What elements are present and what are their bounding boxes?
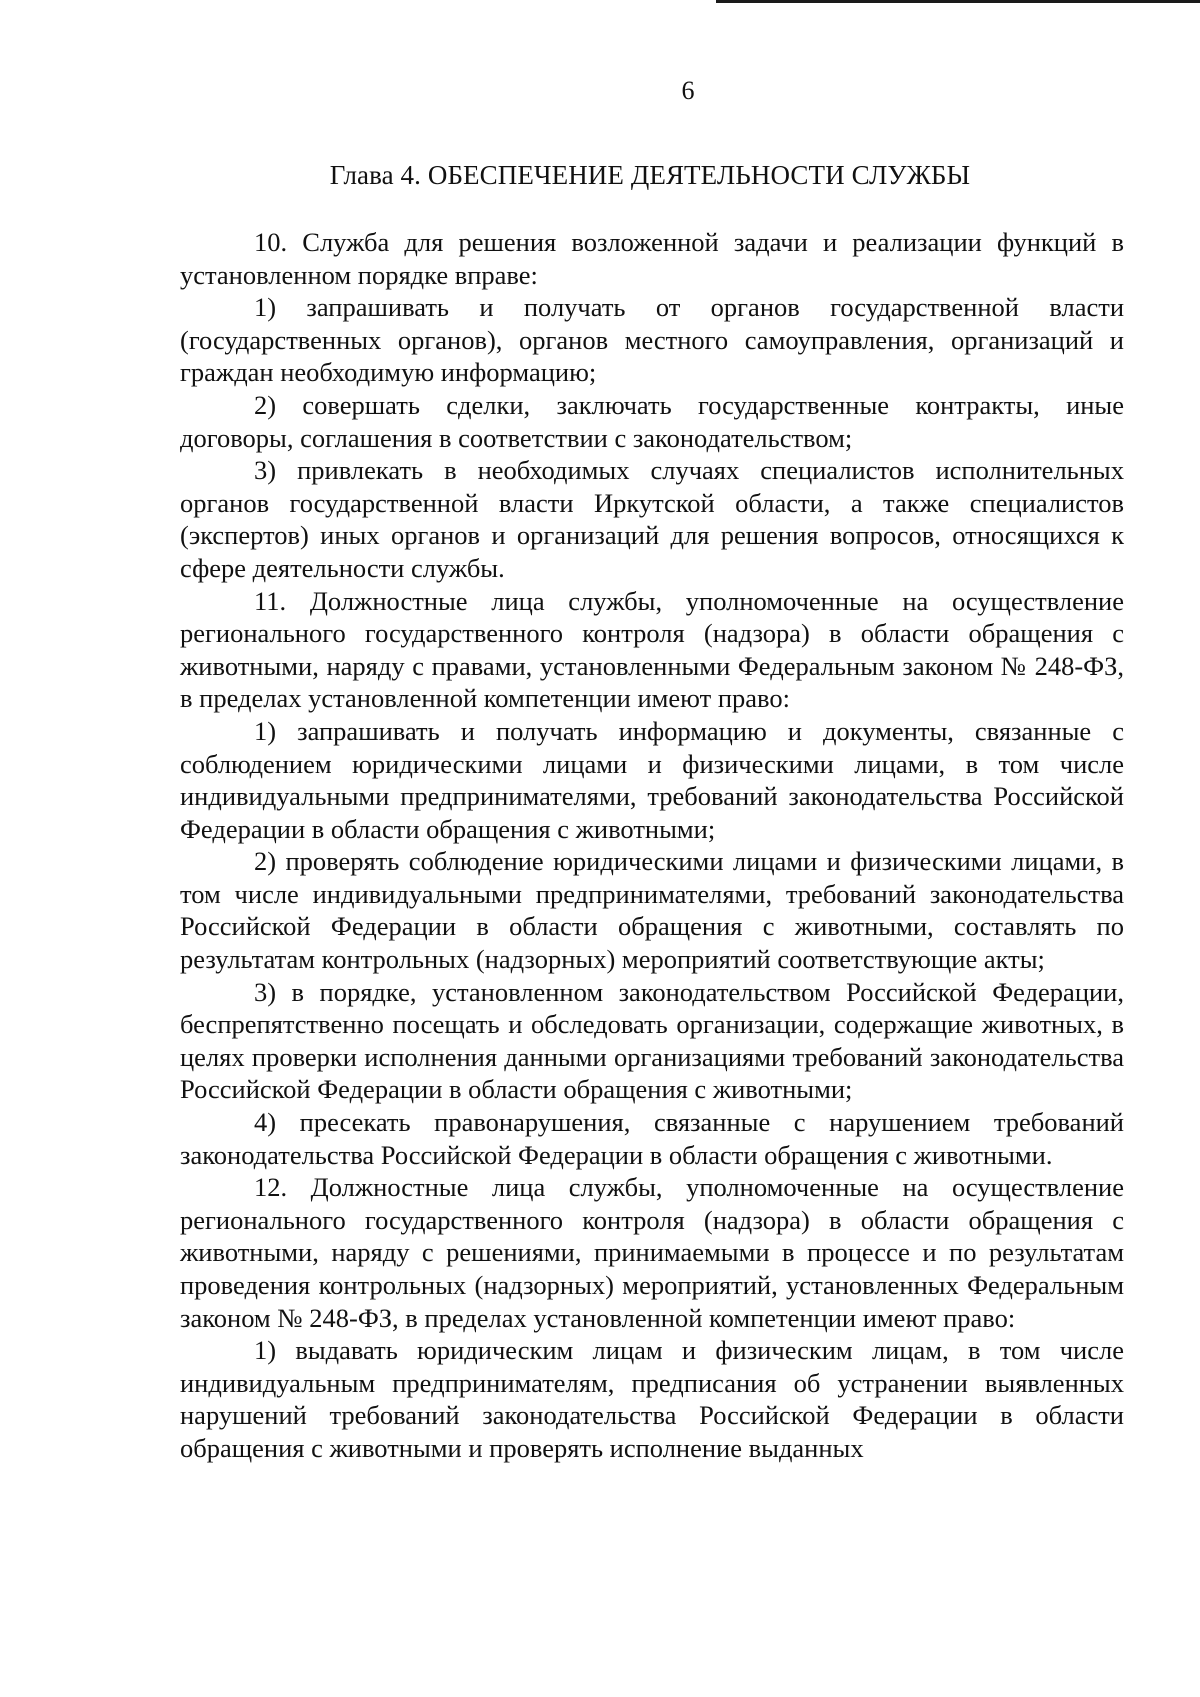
paragraph: 3) привлекать в необходимых случаях специалистов исполнительных органов государственной власти Иркутской области, а также специалистов (экспертов) иных органов и организаций для решения вопросов, относящихся к сфере деятельности службы.: [180, 455, 1124, 583]
paragraph: 10. Служба для решения возложенной задачи и реализации функций в установленном порядке вправе:: [180, 227, 1124, 290]
paragraph: 3) в порядке, установленном законодательством Российской Федерации, беспрепятственно посещать и обследовать организации, содержащие животных, в целях проверки исполнения данными организациями требований законодательства Российской Федерации в области обращения с животными;: [180, 976, 1124, 1105]
paragraph: 4) пресекать правонарушения, связанные с нарушением требований законодательства Российской Федерации в области обращения с животными.: [180, 1107, 1124, 1170]
document-body: [180, 226, 1124, 1465]
paragraph: 2) совершать сделки, заключать государственные контракты, иные договоры, соглашения в соответствии с законодательством;: [180, 389, 1124, 453]
top-edge-rule: [716, 0, 1200, 3]
chapter-title: Глава 4. ОБЕСПЕЧЕНИЕ ДЕЯТЕЛЬНОСТИ СЛУЖБЫ: [329, 160, 971, 190]
paragraph: 12. Должностные лица службы, уполномоченные на осуществление регионального государственного контроля (надзора) в области обращения с животными, наряду с решениями, принимаемыми в процессе и по результатам проведения контрольных (надзорных) мероприятий, установленных Федеральным законом № 248-ФЗ, в пределах установленной компетенции имеют право:: [180, 1172, 1124, 1333]
paragraph: 11. Должностные лица службы, уполномоченные на осуществление регионального государственного контроля (надзора) в области обращения с животными, наряду с правами, установленными Федеральным законом № 248-ФЗ, в пределах установленной компетенции имеют право:: [180, 585, 1124, 714]
page-number: 6: [681, 76, 695, 105]
paragraph: 1) запрашивать и получать информацию и документы, связанные с соблюдением юридическими лицами и физическими лицами, в том числе индивидуальными предпринимателями, требований законодательства Российской Федерации в области обращения с животными;: [180, 715, 1124, 844]
paragraph: 2) проверять соблюдение юридическими лицами и физическими лицами, в том числе индивидуальными предпринимателями, требований законодательства Российской Федерации в области обращения с животными, составлять по результатам контрольных (надзорных) мероприятий соответствующие акты;: [180, 846, 1124, 975]
paragraph: 1) запрашивать и получать от органов государственной власти (государственных органов), органов местного самоуправления, организаций и граждан необходимую информацию;: [180, 292, 1124, 388]
paragraph: 1) выдавать юридическим лицам и физическим лицам, в том числе индивидуальным предпринимателям, предписания об устранении выявленных нарушений требований законодательства Российской Федерации в области обращения с животными и проверять исполнение выданных: [180, 1335, 1124, 1463]
